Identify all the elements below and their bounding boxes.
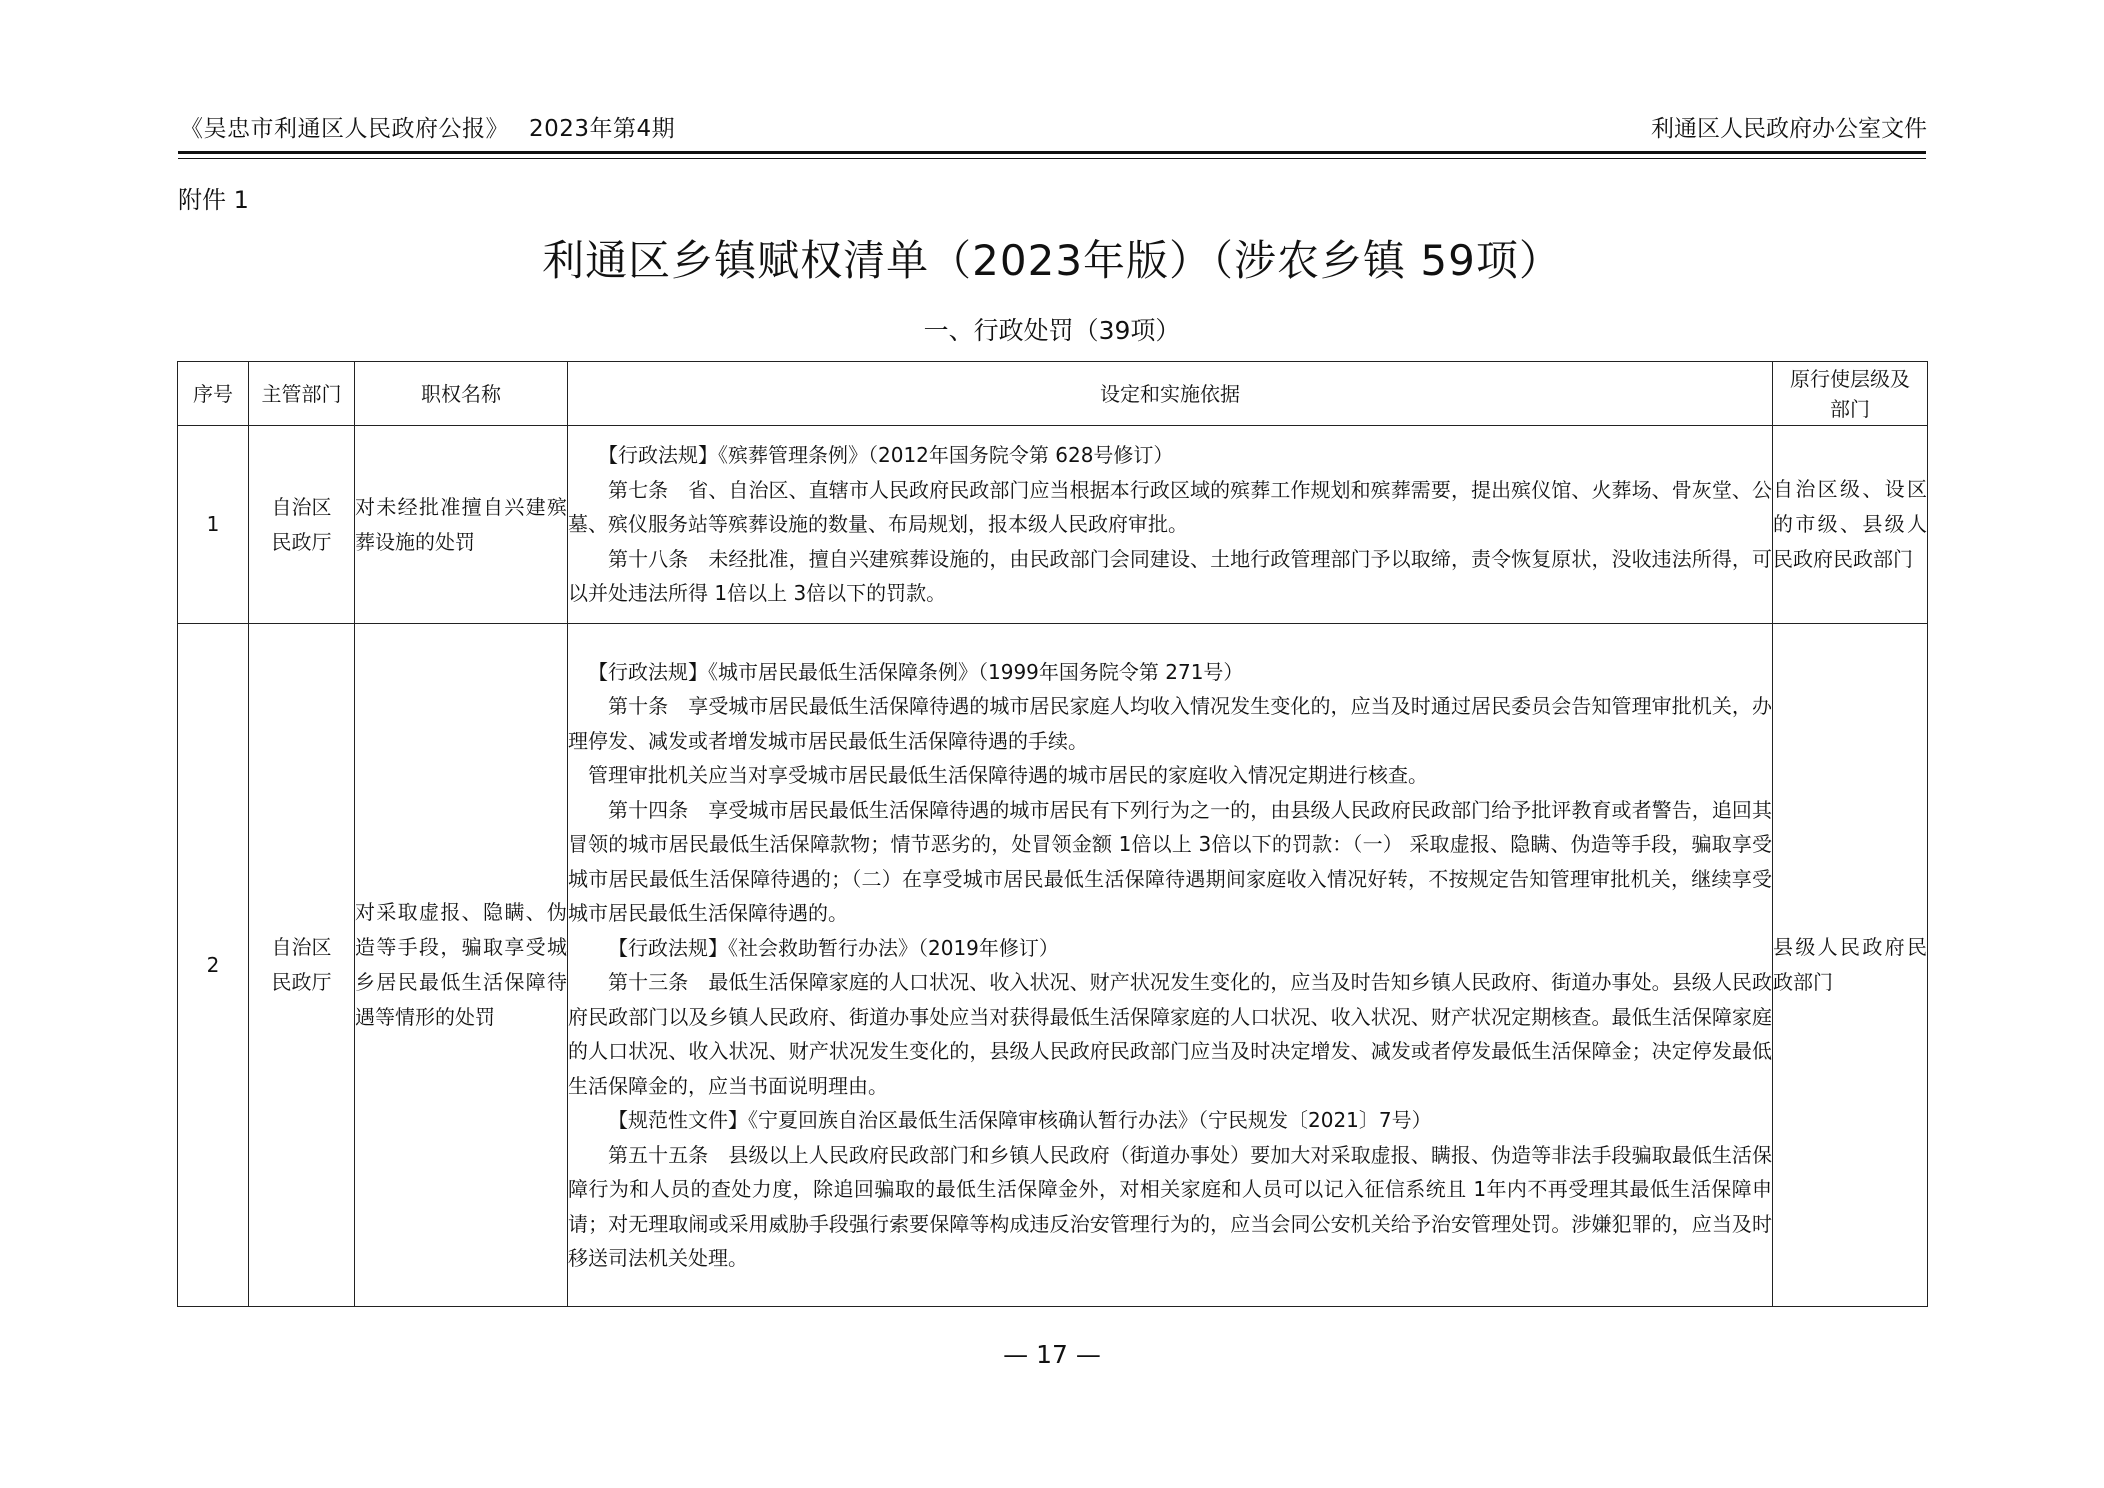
header-rule-thin (178, 158, 1926, 159)
row-original-level: 自治区级、设区的市级、县级人民政府民政部门 (1773, 426, 1928, 624)
basis-paragraph: 【行政法规】《城市居民最低生活保障条例》（1999年国务院令第 271号） (588, 659, 1244, 684)
basis-paragraph: 第十四条 享受城市居民最低生活保障待遇的城市居民有下列行为之一的，由县级人民政府民政部门给予批评教育或者警告，追回其冒领的城市居民最低生活保障款物；情节恶劣的，处冒领金额 1倍以上 3倍以下的罚款：（一） 采取虚报、隐瞒、伪造等手段，骗取享受城市居民最低生活保障待遇的；（二）在享受城市居民最低生活保障待遇期间家庭收入情况好转，不按规定告知管理审批机关，继续享受城市居民最低生活保障待遇的。 (568, 797, 1772, 925)
basis-paragraph: 第十条 享受城市居民最低生活保障待遇的城市居民家庭人均收入情况发生变化的，应当及时通过居民委员会告知管理审批机关，办理停发、减发或者增发城市居民最低生活保障待遇的手续。 (568, 694, 1772, 753)
header-name: 职权名称 (355, 362, 568, 426)
basis-paragraph: 【行政法规】《殡葬管理条例》（2012年国务院令第 628号修订） (598, 443, 1174, 468)
page-number: — 17 — (1003, 1340, 1101, 1369)
basis-paragraph: 第十三条 最低生活保障家庭的人口状况、收入状况、财产状况发生变化的，应当及时告知乡镇人民政府、街道办事处。县级人民政府民政部门以及乡镇人民政府、街道办事处应当对获得最低生活保障家庭的人口状况、收入状况、财产状况定期核查。最低生活保障家庭的人口状况、收入状况、财产状况发生变化的，县级人民政府民政部门应当及时决定增发、减发或者停发最低生活保障金；决定停发最低生活保障金的，应当书面说明理由。 (568, 970, 1772, 1098)
basis-paragraph: 【行政法规】《社会救助暂行办法》（2019年修订） (608, 935, 1059, 960)
row-basis (568, 624, 1773, 1307)
header-original: 原行使层级及部门 (1773, 362, 1928, 426)
header-rule-thick (178, 151, 1926, 154)
table-row (178, 426, 1928, 624)
powers-table (177, 361, 1928, 1307)
office-header: 利通区人民政府办公室文件 (1651, 116, 1927, 142)
basis-paragraph: 第十八条 未经批准，擅自兴建殡葬设施的，由民政部门会同建设、土地行政管理部门予以取缔，责令恢复原状，没收违法所得，可以并处违法所得 1倍以上 3倍以下的罚款。 (568, 546, 1772, 606)
publication-header (180, 110, 675, 143)
page-title: 利通区乡镇赋权清单（2023年版）（涉农乡镇 59项） (542, 236, 1562, 285)
table-header-row (178, 362, 1928, 426)
row-power-name: 对未经批准擅自兴建殡葬设施的处罚 (355, 426, 568, 624)
header-dept: 主管部门 (249, 362, 355, 426)
basis-paragraph: 第七条 省、自治区、直辖市人民政府民政部门应当根据本行政区域的殡葬工作规划和殡葬需要，提出殡仪馆、火葬场、骨灰堂、公墓、殡仪服务站等殡葬设施的数量、布局规划，报本级人民政府审批。 (568, 477, 1772, 537)
issue-number: 2023年第4期 (529, 116, 676, 142)
row-no: 1 (178, 426, 249, 624)
row-dept: 自治区民政厅 (249, 624, 355, 1307)
table-row (178, 624, 1928, 1307)
publication-name: 《吴忠市利通区人民政府公报》 (180, 116, 509, 142)
header-basis: 设定和实施依据 (568, 362, 1773, 426)
row-basis (568, 426, 1773, 624)
row-original-level: 县级人民政府民政部门 (1773, 624, 1928, 1307)
attachment-label: 附件 1 (178, 186, 249, 214)
basis-paragraph: 【规范性文件】《宁夏回族自治区最低生活保障审核确认暂行办法》（宁民规发〔2021〕7号） (608, 1108, 1432, 1132)
row-power-name: 对采取虚报、隐瞒、伪造等手段，骗取享受城乡居民最低生活保障待遇等情形的处罚 (355, 624, 568, 1307)
basis-paragraph: 管理审批机关应当对享受城市居民最低生活保障待遇的城市居民的家庭收入情况定期进行核查。 (588, 763, 1428, 787)
section-title: 一、行政处罚（39项） (923, 316, 1181, 345)
row-no: 2 (178, 624, 249, 1307)
row-dept: 自治区民政厅 (249, 426, 355, 624)
basis-paragraph: 第五十五条 县级以上人民政府民政部门和乡镇人民政府（街道办事处）要加大对采取虚报、瞒报、伪造等非法手段骗取最低生活保障行为和人员的查处力度，除追回骗取的最低生活保障金外，对相关家庭和人员可以记入征信系统且 1年内不再受理其最低生活保障申请；对无理取闹或采用威胁手段强行索要保障等构成违反治安管理行为的，应当会同公安机关给予治安管理处罚。涉嫌犯罪的，应当及时移送司法机关处理。 (568, 1142, 1772, 1270)
header-no: 序号 (178, 362, 249, 426)
